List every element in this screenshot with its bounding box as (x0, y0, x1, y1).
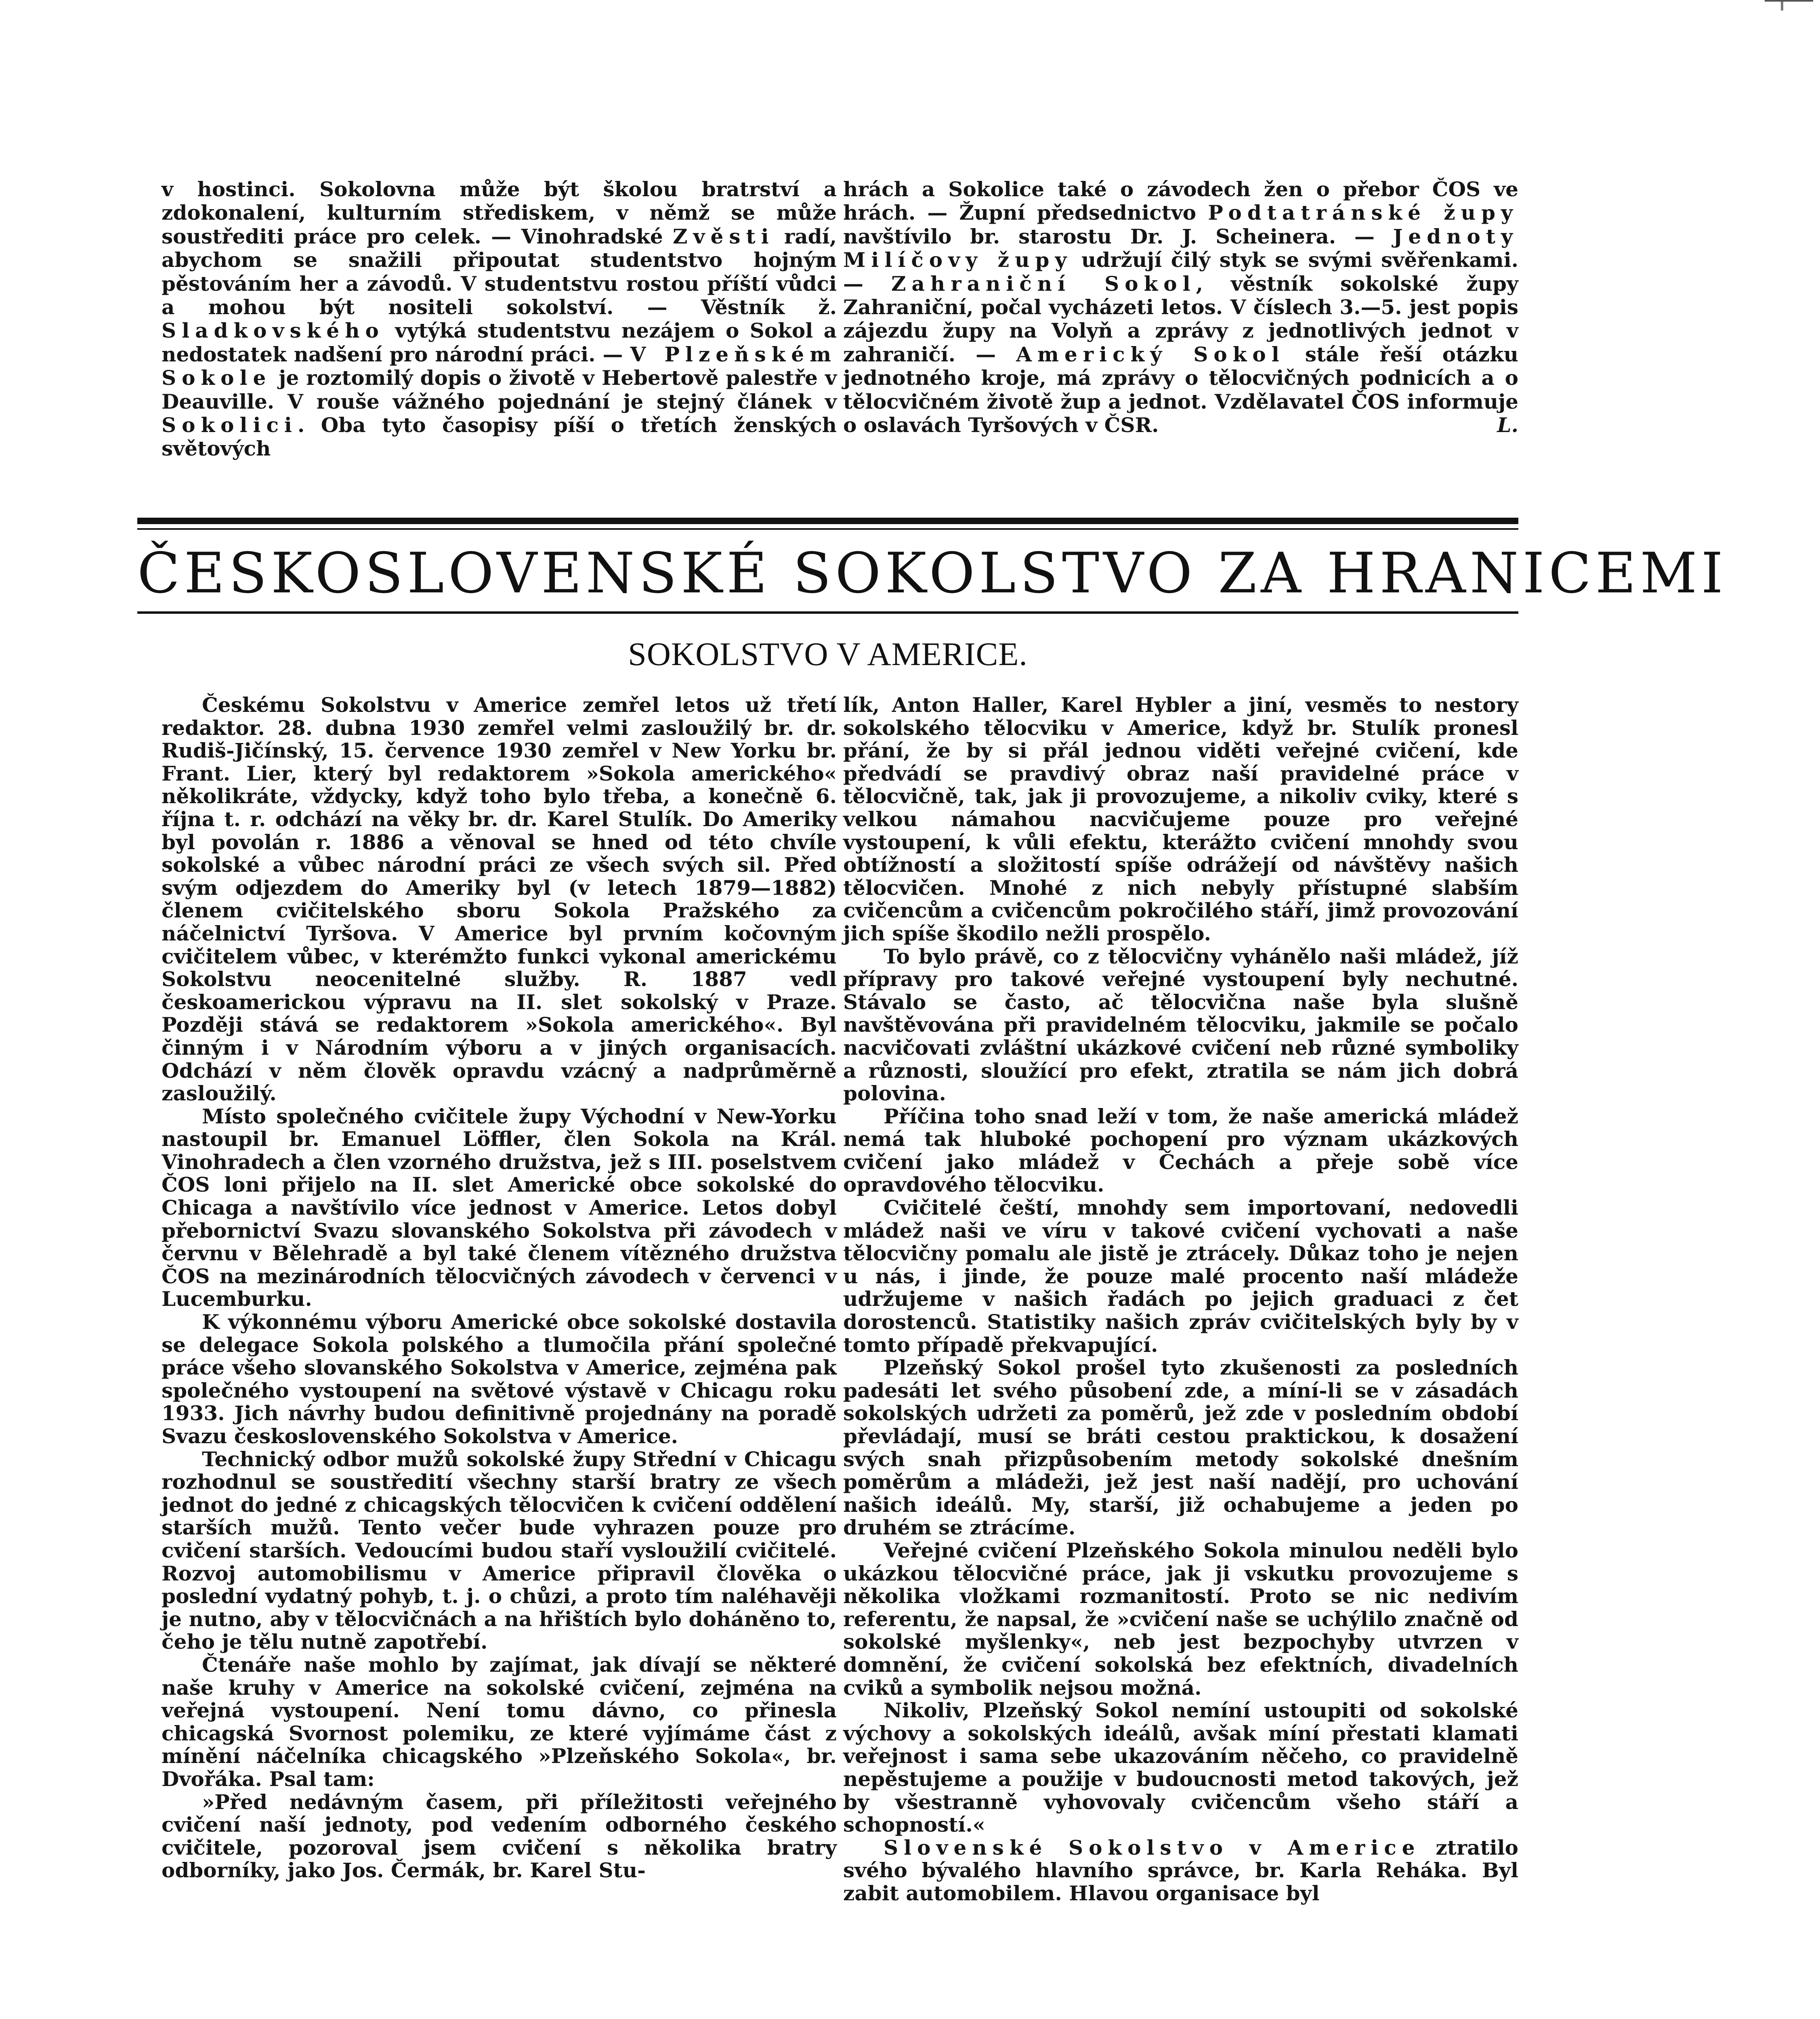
text-run: K výkonnému výboru Americké obce sokolské dostavila se delegace Sokola polského a tlumočila přání společné práce všeho slovanského Sokolstva v Americe, zejména pak společného vystoupení na světové výstavě v Chicagu roku 1933. Jich návrhy budou definitivně projednány na poradě Svazu československého Sokolstva v Americe. (162, 1310, 837, 1448)
paragraph (843, 178, 1518, 437)
spaced-emphasis: Americký Sokol (1016, 342, 1285, 366)
paragraph (162, 1654, 837, 1791)
article-title: SOKOLSTVO V AMERICE. (628, 636, 1028, 672)
text-run: Příčina toho snad leží v tom, že naše americká mládež nemá tak hluboké pochopení pro význam ukázkových cvičení jako mládež v Čechách a přeje sobě více opravdového tělocviku. (843, 1104, 1518, 1197)
text-run: je roztomilý dopis o životě v Hebertově palestře v Deauville. V rouše vážného pojednání je stejný článek v (162, 366, 837, 413)
section-title: ČESKOSLOVENSKÉ SOKOLSTVO ZA HRANICEMI (137, 541, 1728, 606)
text-run: Cvičitelé čeští, mnohdy sem importovaní, nedovedli mládež naši ve víru v takové cvičení vychovati a naše tělocvičny pomalu ale jistě je ztrácely. Důkaz toho je nejen u nás, i jinde, že pouze malé procento naší mládeže udržujeme v našich řadách po jejich graduaci z čet dorostenců. Statistiky našich zpráv cvičitelských byly by v tomto případě překvapující. (843, 1196, 1518, 1357)
spaced-emphasis: Zvěsti (673, 224, 775, 248)
section-rule-thick (137, 518, 1518, 524)
paragraph (162, 1311, 837, 1448)
paragraph (843, 1836, 1518, 1905)
text-run: Veřejné cvičení Plzeňského Sokola minulou neděli bylo ukázkou tělocvičné práce, jak ji vskutku provozujeme s několika vložkami rozmanitostí. Proto se nic nedivím referentu, že napsal, že »cvičení naše se uchýlilo značně od sokolské myšlenky«, neb jest bezpochyby utvrzen v domnění, že cvičení sokolská bez efektních, divadelních cviků a symbolik nejsou možná. (843, 1538, 1518, 1700)
text-run: Nikoliv, Plzeňský Sokol nemíní ustoupiti od sokolské výchovy a sokolských ideálů, avšak míní přestati klamati veřejnost i sama sebe ukazováním něčeho, co pravidelně nepěstujeme a použije v budoucnosti metod takových, jež by všestranně vyhovovaly cvičencům všeho stáří a schopností.« (843, 1698, 1518, 1837)
paragraph (162, 178, 837, 461)
top-left-column (162, 178, 837, 461)
paragraph (843, 694, 1518, 945)
author-signature: L. (1497, 413, 1518, 437)
paragraph (843, 945, 1518, 1105)
text-run: navštívilo br. starostu Dr. J. Scheinera. — (843, 224, 1393, 248)
paragraph (162, 1448, 837, 1654)
text-run: radí, abychom se snažili připoutat studentstvo hojným pěstováním her a závodů. V studentstvu rostou příští vůdci a mohou být nositeli sokolství. — Věstník ž. (162, 224, 837, 319)
section-rule-thin (137, 528, 1518, 530)
text-run: »Před nedávným časem, při příležitosti veřejného cvičení naší jednoty, pod vedením odborného českého cvičitele, pozoroval jsem cvičení s několika bratry odborníky, jako Jos. Čermák, br. Karel Stu- (162, 1790, 837, 1883)
text-run: Čtenáře naše mohlo by zajímat, jak dívají se některé naše kruhy v Americe na sokolské cvičení, zejména na veřejná vystoupení. Není tomu dávno, co přinesla chicagská Svornost polemiku, ze které vyjímáme část z mínění náčelníka chicagského »Plzeňského Sokola«, br. Dvořáka. Psal tam: (162, 1652, 837, 1791)
text-run: ztratilo svého bývalého hlavního správce, br. Karla Reháka. Byl zabit automobilem. Hlavou organisace byl (843, 1835, 1518, 1905)
text-run: Technický odbor mužů sokolské župy Střední v Chicagu rozhodnul se soustředití všechny starší bratry ze všech jednot do jedné z chicagských tělocvičen k cvičení oddělení starších mužů. Tento večer bude vyhrazen pouze pro cvičení starších. Vedoucími budou staří vysloužilí cvičitelé. Rozvoj automobilismu v Americe připravil člověka o poslední vydatný pohyb, t. j. o chůzi, a proto tím naléhavěji je nutno, aby v tělocvičnách a na hřištích bylo doháněno to, čeho je tělu nutně zapotřebí. (162, 1447, 837, 1654)
text-run: , věstník sokolské župy Zahraniční, počal vycházeti letos. V číslech 3.—5. jest popis zájezdu župy na Volyň a zprávy z jednotlivých jednot v zahraničí. — (843, 271, 1518, 366)
text-run: To bylo právě, co z tělocvičny vyhánělo naši mládež, jíž přípravy pro takové veřejné vystoupení byly nechutné. Stávalo se často, ač tělocvična naše byla slušně navštěvována při pravidelném tělocviku, jakmile se počalo nacvičovati zvláštní ukázkové cvičení neb různé symboliky a různosti, sloužící pro efekt, ztratila se nám jich dobrá polovina. (843, 944, 1518, 1106)
article-left-column (162, 694, 837, 1882)
spaced-emphasis: Sokolici (162, 413, 298, 437)
paragraph (843, 1539, 1518, 1699)
text-run: . Oba tyto časopisy píší o třetích ženských světových (162, 413, 837, 461)
scan-corner-artifact (1765, 0, 1813, 12)
spaced-emphasis: Jednoty Milíčovy župy (843, 224, 1518, 272)
text-run: Českému Sokolstvu v Americe zemřel letos už třetí redaktor. 28. dubna 1930 zemřel velmi zasloužilý br. dr. Rudiš-Jičínský, 15. července 1930 zemřel v New Yorku br. Frant. Lier, který byl redaktorem »Sokola amerického« několikráte, vždycky, když toho bylo třeba, a konečně 6. října t. r. odchází na věky br. dr. Karel Stulík. Do Ameriky byl povolán r. 1886 a věnoval se hned od této chvíle sokolské a vůbec národní práci ze všech svých sil. Před svým odjezdem do Ameriky byl (v letech 1879—1882) členem cvičitelského sboru Sokola Pražského za náčelnictví Tyršova. V Americe byl prvním kočovným cvičitelem vůbec, v kterémžto funkci vykonal americkému Sokolstvu neocenitelné služby. R. 1887 vedl českoamerickou výpravu na II. slet sokolský v Praze. Později stává se redaktorem »Sokola amerického«. Byl činným i v Národním výboru a v jiných organisacích. Odchází v něm člověk opravdu vzácný a nadprůměrně zasloužilý. (162, 693, 837, 1106)
article-right-column (843, 694, 1518, 1905)
spaced-emphasis: V Plzeňském Sokole (162, 342, 837, 390)
paragraph (843, 1105, 1518, 1196)
paragraph (843, 1356, 1518, 1539)
spaced-emphasis: Slovenské Sokolstvo v Americe (884, 1835, 1421, 1859)
spaced-emphasis: Zahraniční Sokol (891, 271, 1196, 296)
spaced-emphasis: Podtatránské župy (1208, 201, 1518, 225)
text-run: v hostinci. Sokolovna může být školou bratrství a zdokonalení, kulturním střediskem, v němž se může soustřediti práce pro celek. — Vinohradské (162, 177, 837, 248)
spaced-emphasis: Sladkovského (162, 319, 384, 343)
text-run: udržují čilý styk se svými svěřenkami. — (843, 248, 1518, 296)
text-run: vytýká studentstvu nezájem o Sokol a nedostatek nadšení pro národní práci. — (162, 319, 837, 366)
top-right-column (843, 178, 1518, 437)
paragraph (843, 1196, 1518, 1356)
paragraph (843, 1699, 1518, 1836)
paragraph (162, 694, 837, 1105)
text-run: Místo společného cvičitele župy Východní v New-Yorku nastoupil br. Emanuel Löffler, člen Sokola na Král. Vinohradech a člen vzorného družstva, jež s III. poselstvem ČOS loni přijelo na II. slet Americké obce sokolské do Chicaga a navštívilo více jednost v Americe. Letos dobyl přebornictví Svazu slovanského Sokolstva při závodech v červnu v Bělehradě a byl také členem vítězného družstva ČOS na mezinárodních tělocvičných závodech v červenci v Lucemburku. (162, 1104, 837, 1311)
paragraph (162, 1105, 837, 1311)
text-run: lík, Anton Haller, Karel Hybler a jiní, vesměs to nestory sokolského tělocviku v Americe, když br. Stulík pronesl přání, že by si přál jednou viděti veřejné cvičení, kde předvádí se pravdivý obraz naší pravidelné práce v tělocvičně, tak, jak ji provozujeme, a nikoliv cviky, které s velkou námahou nacvičujeme pouze pro veřejné vystoupení, k vůli efektu, kterážto cvičení mnohdy svou obtížností a složitostí spíše odrážejí od návštěvy našich tělocvičen. Mnohé z nich nebyly přístupné slabším cvičencům a cvičencům pokročilého stáří, jimž provozování jich spíše škodilo nežli prospělo. (843, 693, 1518, 945)
text-run: stále řeší otázku jednotného kroje, má zprávy o tělocvičných podnicích a o tělocvičném životě žup a jednot. Vzdělavatel ČOS informuje o oslavách Tyršových v ČSR. (843, 342, 1519, 437)
text-run: hrách a Sokolice také o závodech žen o přebor ČOS ve hrách. — Župní předsednictvo (843, 177, 1518, 225)
section-rule-bottom (137, 611, 1518, 614)
text-run: Plzeňský Sokol prošel tyto zkušenosti za posledních padesáti let svého působení zde, a míní-li se v zásadách sokolských udržeti za poměrů, jež zde v posledním období převládají, musí se bráti cestou praktickou, k dosažení svých snah přizpůsobením metody sokolské dnešním poměrům a mládeži, jež jest naší nadějí, pro uchování našich ideálů. My, starší, již ochabujeme a jeden po druhém se ztrácíme. (843, 1356, 1518, 1540)
paragraph (162, 1791, 837, 1882)
